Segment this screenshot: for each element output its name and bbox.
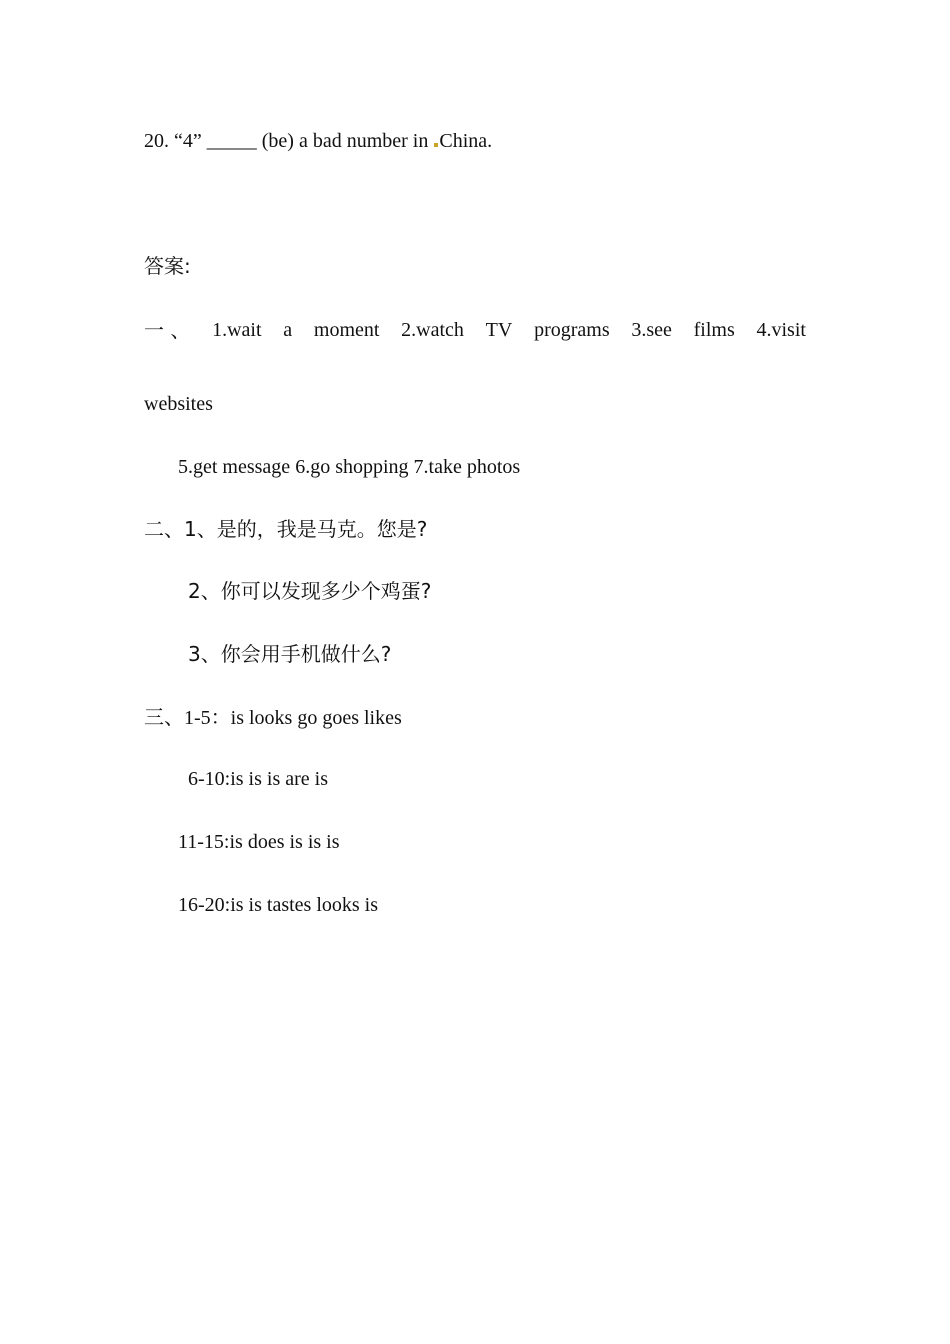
section-3-row-1 [144,705,402,730]
section-2-line: 3、你会用手机做什么? [188,642,392,666]
section-2-line: 2、你可以发现多少个鸡蛋? [188,579,432,603]
annotation-mark [434,143,438,147]
section-1-row [144,318,806,342]
section-1-item: TV [485,319,513,341]
section-1-item: 1.wait [212,319,262,341]
section-3-line: 16-20:is is tastes looks is [178,894,379,916]
section-2-row-1 [144,517,427,541]
section-1-item: 2.watch [401,319,464,341]
section-1-item: programs [534,319,610,341]
section-3-line: 6-10:is is is are is [188,768,328,790]
section-3-marker: 三、 [144,705,184,729]
section-3-line: 11-15:is does is is is [178,831,340,853]
section-2-line: 1、是的，我是马克。您是? [184,517,428,541]
section-1-item: a [283,319,293,341]
section-1-continuation: websites [144,393,213,415]
section-1-item: 3.see [631,319,672,341]
section-1-item: moment [313,319,380,341]
section-1-item: films [693,319,735,341]
section-3-line: 1-5：is looks go goes likes [184,707,402,729]
question-20-text-end: China. [439,130,493,152]
section-1-item: 4.visit [756,319,806,341]
section-2-marker: 二、 [144,517,184,541]
question-20 [144,129,492,153]
answers-heading: 答案: [144,254,191,278]
section-1-line-2: 5.get message 6.go shopping 7.take photos [178,456,521,478]
question-20-text: 20. “4” _____ (be) a bad number in [144,130,434,152]
section-1-marker: 一 、 [144,318,191,342]
